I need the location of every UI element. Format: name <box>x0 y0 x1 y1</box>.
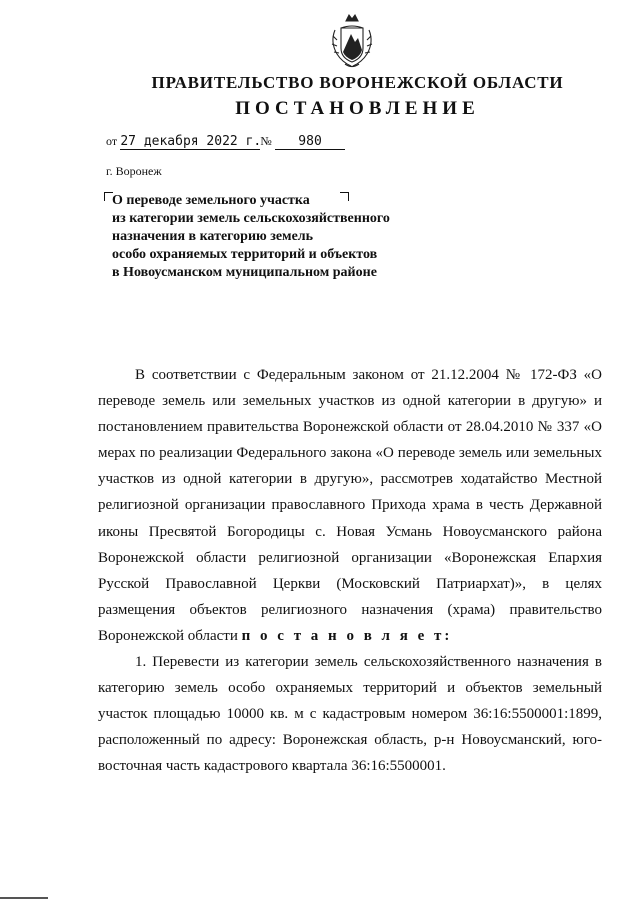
city: г. Воронеж <box>106 164 162 178</box>
item-1-paragraph: 1. Перевести из категории земель сельскохозяйственного назначения в категорию земель особо охраняемых территорий и объектов земельный участок площадью 10000 кв. м с кадастровым номером 36:16:5500001:1899, расположенный по адресу: Воронежская область, р-н Новоусманский, юго-восточная часть кадастрового квартала 36:16:5500001. <box>98 654 602 775</box>
page-edge-rule <box>0 897 48 899</box>
preamble-paragraph <box>98 362 602 649</box>
preamble-text: В соответствии с Федеральным законом от 21.12.2004 № 172-ФЗ «О переводе земель или земельных участков из одной категории в другую» и постановлением правительства Воронежской области от 28.04.2010 № 337 «О мерах по реализации Федерального закона «О переводе земель или земельных участков из одной категории в другую», рассмотрев ходатайство Местной религиозной организации православного Прихода храма в честь Державной иконы Пресвятой Богородицы с. Новая Усмань Новоусманского района Воронежской области религиозной организации «Воронежская Епархия Русской Православной Церкви (Московский Патриархат)», в целях размещения объектов религиозного назначения (храма) правительство Воронежской области <box>98 367 602 644</box>
subject-line: в Новоусманском муниципальном районе <box>112 265 377 280</box>
date-prefix: от <box>106 134 118 148</box>
document-date: 27 декабря 2022 г. <box>120 134 262 149</box>
date-number-line <box>106 133 345 150</box>
document-body <box>98 362 602 780</box>
government-title: ПРАВИТЕЛЬСТВО ВОРОНЕЖСКОЙ ОБЛАСТИ <box>151 73 564 92</box>
number-prefix: № <box>260 134 272 148</box>
document-subject <box>112 192 390 282</box>
coat-of-arms-voronezh-icon <box>327 12 377 72</box>
subject-line: из категории земель сельскохозяйственного <box>112 211 390 226</box>
subject-line: О переводе земельного участка <box>112 193 310 208</box>
decree-word: п о с т а н о в л я е т: <box>241 627 453 644</box>
document-number: 980 <box>275 134 345 150</box>
subject-line: особо охраняемых территорий и объектов <box>112 247 378 262</box>
subject-line: назначения в категорию земель <box>112 229 314 244</box>
document-type: ПОСТАНОВЛЕНИЕ <box>235 98 480 119</box>
